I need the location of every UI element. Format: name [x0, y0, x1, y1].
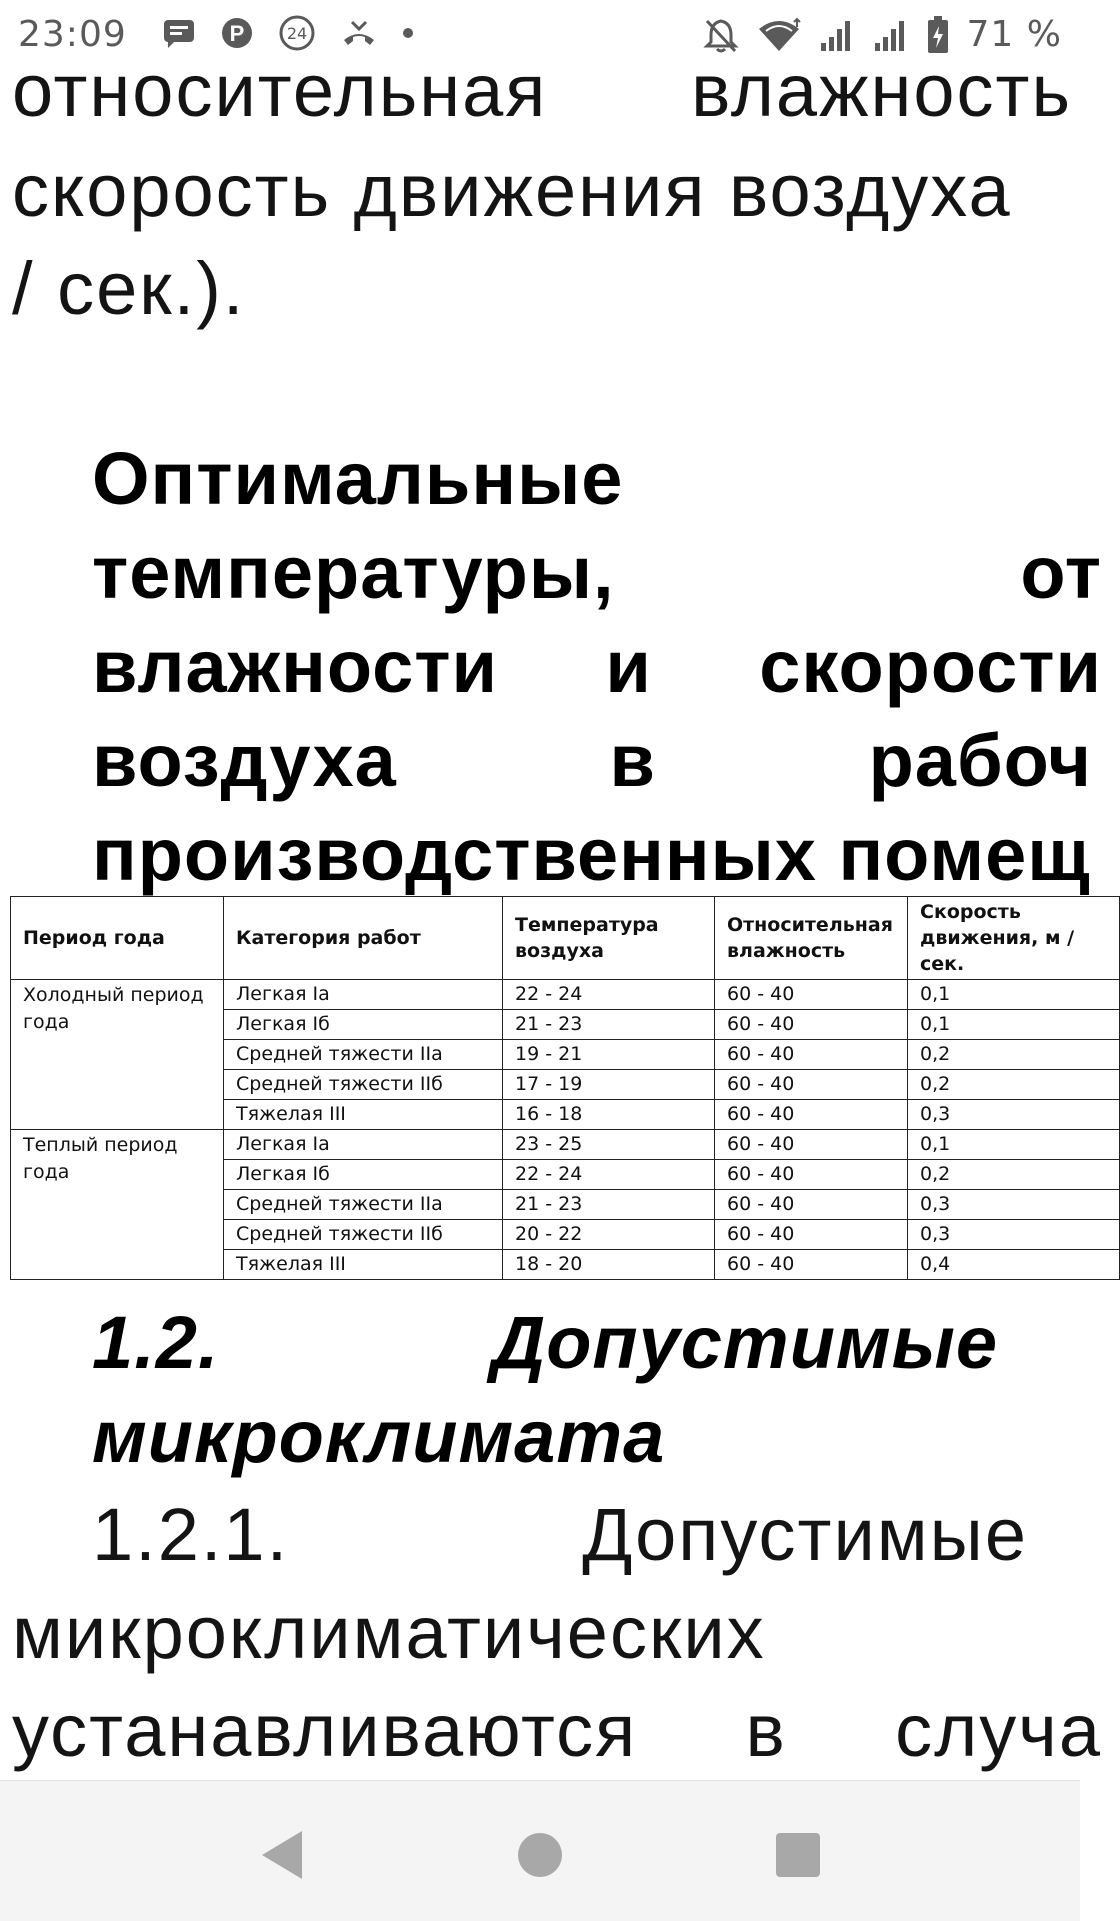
heading-line-5 — [92, 812, 1091, 897]
table-cell: 17 - 19 — [503, 1070, 715, 1100]
heading-word: в — [609, 719, 656, 802]
paragraph-number: 1.2.1. — [92, 1493, 290, 1576]
heading-word: скорости — [759, 625, 1102, 708]
table-cell: Средней тяжести IIa — [224, 1190, 503, 1220]
dot-icon — [402, 27, 414, 39]
table-cell: 21 - 23 — [503, 1190, 715, 1220]
table-cell: 0,3 — [908, 1220, 1120, 1250]
heading-word: и — [605, 625, 652, 708]
table-cell: 23 - 25 — [503, 1130, 715, 1160]
battery-percent: 71 % — [966, 14, 1062, 55]
counter-24-icon — [278, 14, 316, 52]
heading-line-3 — [92, 624, 1102, 709]
table-cell: 18 - 20 — [503, 1250, 715, 1280]
section-word: Допустимые — [491, 1301, 998, 1384]
recents-icon — [776, 1833, 820, 1877]
table-cell: Легкая Iб — [224, 1160, 503, 1190]
table-cell: 0,3 — [908, 1100, 1120, 1130]
home-button[interactable] — [510, 1825, 570, 1885]
intro-word: скорость движения воздуха — [12, 149, 1012, 232]
heading-word: производственных помещ — [92, 813, 1091, 896]
table-cell: 60 - 40 — [715, 1160, 908, 1190]
table-cell: 0,3 — [908, 1190, 1120, 1220]
heading-word: температуры, — [92, 531, 615, 614]
table-cell: 20 - 22 — [503, 1220, 715, 1250]
home-icon — [518, 1833, 562, 1877]
table-cell: 60 - 40 — [715, 1220, 908, 1250]
table-cell: 60 - 40 — [715, 1190, 908, 1220]
table-cell: 60 - 40 — [715, 980, 908, 1010]
table-cell: 0,1 — [908, 1130, 1120, 1160]
table-cell: 0,1 — [908, 1010, 1120, 1040]
back-icon — [262, 1831, 302, 1879]
heading-word: Оптимальные — [92, 437, 624, 520]
section-word: микроклимата — [92, 1395, 666, 1478]
header-speed: Скорость движения, м / сек. — [908, 897, 1120, 980]
closing-line-1 — [92, 1492, 1028, 1577]
table-cell: 0,1 — [908, 980, 1120, 1010]
document-content[interactable] — [0, 49, 1102, 1780]
back-button[interactable] — [252, 1825, 312, 1885]
closing-word: в — [745, 1689, 787, 1772]
header-category: Категория работ — [224, 897, 503, 980]
heading-word: влажности — [92, 625, 498, 708]
heading-line-4 — [92, 718, 1092, 803]
table-cell: 0,2 — [908, 1070, 1120, 1100]
header-temperature: Температура воздуха — [503, 897, 715, 980]
table-cell: 60 - 40 — [715, 1070, 908, 1100]
header-humidity: Относительная влажность — [715, 897, 908, 980]
svg-text:P: P — [229, 21, 245, 46]
section-heading-line-1 — [92, 1300, 998, 1385]
heading-line-1 — [92, 436, 623, 521]
section-heading-line-2 — [92, 1394, 665, 1479]
table-cell: Средней тяжести IIa — [224, 1040, 503, 1070]
table-cell: 16 - 18 — [503, 1100, 715, 1130]
closing-word: случа — [895, 1689, 1102, 1772]
heading-word: от — [1020, 531, 1102, 614]
closing-line-2 — [12, 1590, 766, 1675]
section-number: 1.2. — [92, 1301, 220, 1384]
table-cell: Легкая Ia — [224, 980, 503, 1010]
table-cell: 60 - 40 — [715, 1130, 908, 1160]
closing-word: Допустимые — [582, 1493, 1028, 1576]
period-cell: Холодный период года — [11, 980, 224, 1130]
table-cell: 60 - 40 — [715, 1250, 908, 1280]
table-cell: Легкая Iб — [224, 1010, 503, 1040]
heading-line-2 — [92, 530, 1102, 615]
closing-word: микроклиматических — [12, 1591, 766, 1674]
table-cell: 21 - 23 — [503, 1010, 715, 1040]
table-cell: 19 - 21 — [503, 1040, 715, 1070]
table-cell: 60 - 40 — [715, 1010, 908, 1040]
table-cell: Легкая Ia — [224, 1130, 503, 1160]
intro-word: / сек.). — [12, 247, 246, 330]
table-cell: Средней тяжести IIб — [224, 1070, 503, 1100]
missed-call-icon — [340, 18, 378, 48]
intro-line-1 — [12, 48, 1072, 133]
table-cell: 60 - 40 — [715, 1040, 908, 1070]
table-cell: 0,2 — [908, 1160, 1120, 1190]
notification-icons — [162, 14, 414, 52]
table-cell: 0,4 — [908, 1250, 1120, 1280]
table-header-row — [11, 897, 1120, 980]
navigation-bar — [0, 1780, 1080, 1921]
counter-badge-text: 24 — [286, 24, 308, 43]
heading-word: рабоч — [868, 719, 1092, 802]
header-period: Период года — [11, 897, 224, 980]
closing-line-3 — [12, 1688, 1102, 1773]
table-cell: 22 - 24 — [503, 980, 715, 1010]
recents-button[interactable] — [768, 1825, 828, 1885]
closing-word: устанавливаются — [12, 1689, 638, 1772]
table-cell: Средней тяжести IIб — [224, 1220, 503, 1250]
microclimate-table — [10, 896, 1120, 1280]
message-icon — [162, 18, 196, 48]
intro-word: влажность — [691, 49, 1072, 132]
intro-line-3 — [12, 246, 245, 331]
table-cell: 0,2 — [908, 1040, 1120, 1070]
microclimate-table-wrap — [10, 896, 1100, 1280]
table-row — [11, 1130, 1120, 1160]
table-cell: 22 - 24 — [503, 1160, 715, 1190]
heading-word: воздуха — [92, 719, 397, 802]
table-cell: 60 - 40 — [715, 1100, 908, 1130]
intro-line-2 — [12, 148, 1012, 233]
intro-word: относительная — [12, 49, 548, 132]
table-row — [11, 980, 1120, 1010]
table-cell: Тяжелая III — [224, 1250, 503, 1280]
status-time: 23:09 — [18, 14, 127, 55]
period-cell: Теплый период года — [11, 1130, 224, 1280]
pinterest-icon — [220, 16, 254, 50]
table-cell: Тяжелая III — [224, 1100, 503, 1130]
